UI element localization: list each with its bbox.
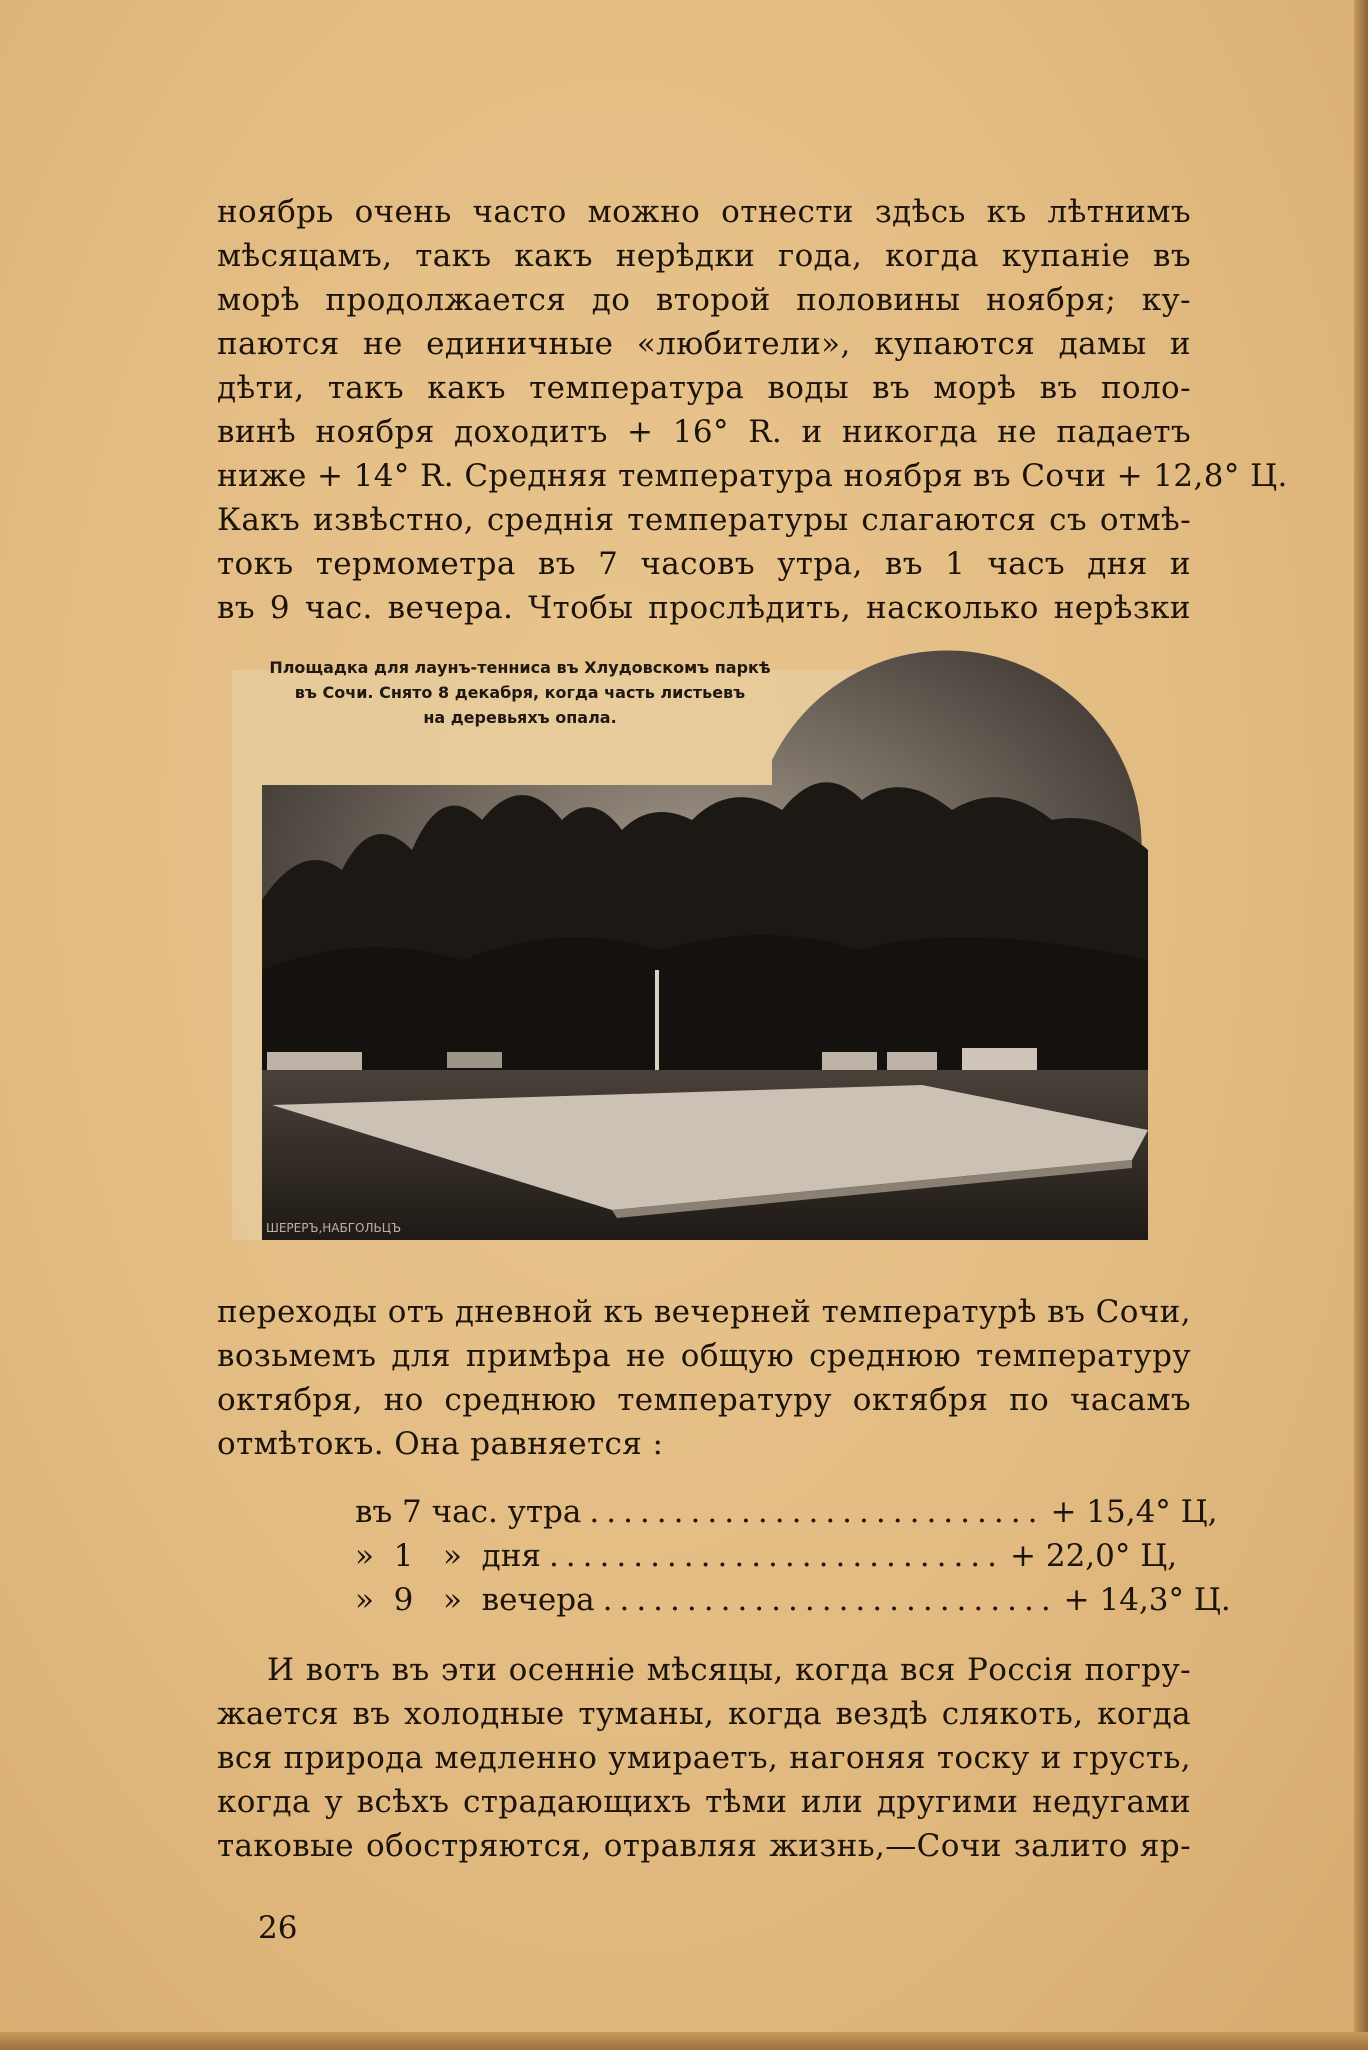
- text-line: возьмемъ для примѣра не общую среднюю температуру: [217, 1338, 1191, 1374]
- bottom-paragraph: [217, 1648, 1191, 1868]
- text-line: ноябрь очень часто можно отнести здѣсь къ лѣтнимъ: [217, 194, 1191, 230]
- text-line: октября, но среднюю температуру октября по часамъ: [217, 1382, 1191, 1418]
- text-line: паются не единичные «любители», купаются дамы и: [217, 326, 1191, 362]
- temperature-value: + 15,4° Ц,: [1050, 1494, 1218, 1530]
- caption-line: Площадка для лаунъ-тенниса въ Хлудовскомъ паркѣ: [269, 658, 771, 677]
- text-line: ниже + 14° R. Средняя температура ноября въ Сочи + 12,8° Ц.: [217, 458, 1288, 494]
- page-number: 26: [258, 1910, 298, 1946]
- text-line: жается въ холодные туманы, когда вездѣ слякоть, когда: [217, 1696, 1191, 1732]
- text-line: И вотъ въ эти осенніе мѣсяцы, когда вся Россія погру-: [267, 1652, 1191, 1688]
- leader-dots: ...........................: [548, 1538, 1005, 1574]
- text-line: вся природа медленно умираетъ, нагоняя тоску и грусть,: [217, 1740, 1191, 1776]
- text-line: въ 9 час. вечера. Чтобы прослѣдить, насколько нерѣзки: [217, 590, 1191, 626]
- time-label: въ 7 час. утра: [355, 1494, 582, 1530]
- tennis-court-photo: [262, 670, 1148, 1240]
- leader-dots: ...........................: [602, 1582, 1058, 1618]
- photo-credit: ШЕРЕРЪ,НАБГОЛЬЦЪ: [266, 1221, 402, 1235]
- temperature-table: [355, 1490, 1231, 1622]
- page-edge: [1354, 0, 1368, 2050]
- temperature-value: + 22,0° Ц,: [1010, 1538, 1178, 1574]
- text-line: Какъ извѣстно, среднія температуры слагаются съ отмѣ-: [217, 502, 1191, 538]
- top-paragraph: [217, 190, 1288, 630]
- text-line: винѣ ноября доходитъ + 16° R. и никогда не падаетъ: [217, 414, 1191, 450]
- temperature-value: + 14,3° Ц.: [1063, 1582, 1231, 1618]
- text-line: переходы отъ дневной къ вечерней температурѣ въ Сочи,: [217, 1294, 1191, 1330]
- text-line: дѣти, такъ какъ температура воды въ морѣ въ поло-: [217, 370, 1191, 406]
- table-row: [355, 1490, 1218, 1534]
- text-line: токъ термометра въ 7 часовъ утра, въ 1 часъ дня и: [217, 546, 1191, 582]
- time-label: » 9 » вечера: [355, 1582, 595, 1618]
- caption-line: въ Сочи. Снято 8 декабря, когда часть листьевъ: [294, 683, 746, 702]
- leader-dots: ...........................: [589, 1494, 1045, 1530]
- text-line: морѣ продолжается до второй половины ноября; ку-: [217, 282, 1191, 318]
- text-line: мѣсяцамъ, такъ какъ нерѣдки года, когда купаніе въ: [217, 238, 1191, 274]
- text-line: когда у всѣхъ страдающихъ тѣми или другими недугами: [217, 1784, 1191, 1820]
- text-line: отмѣтокъ. Она равняется :: [217, 1426, 664, 1462]
- figure-caption: [240, 655, 800, 730]
- table-row: [355, 1578, 1231, 1622]
- page-edge-bottom: [0, 2032, 1368, 2050]
- time-label: » 1 » дня: [355, 1538, 541, 1574]
- table-row: [355, 1534, 1178, 1578]
- middle-paragraph: [217, 1290, 1191, 1466]
- text-line: таковые обостряются, отравляя жизнь,—Сочи залито яр-: [217, 1828, 1191, 1864]
- caption-line: на деревьяхъ опала.: [423, 708, 617, 727]
